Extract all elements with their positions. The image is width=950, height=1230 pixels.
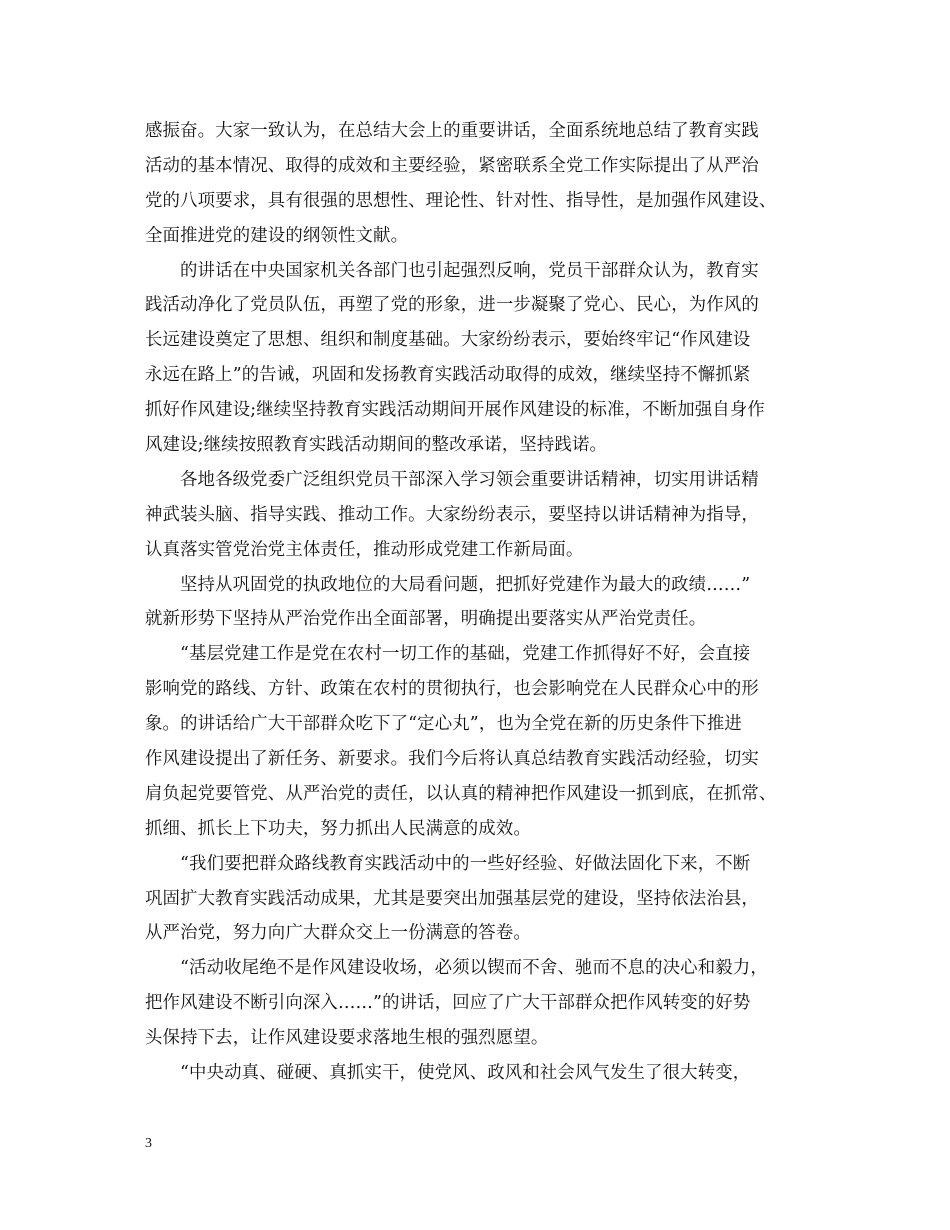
text-line: 影响党的路线、方针、政策在农村的贯彻执行，也会影响党在人民群众心中的形 <box>145 679 759 700</box>
text-line: 象。的讲话给广大干部群众吃下了“定心丸”，也为全党在新的历史条件下推进 <box>145 714 742 735</box>
body-text <box>145 114 825 1091</box>
paragraph <box>145 568 825 638</box>
paragraph <box>145 254 825 463</box>
text-line: 抓好作风建设;继续坚持教育实践活动期间开展作风建设的标准，不断加强自身作 <box>145 400 765 421</box>
text-line: 的讲话在中央国家机关各部门也引起强烈反响，党员干部群众认为，教育实 <box>180 260 759 281</box>
text-line: 从严治党，努力向广大群众交上一份满意的答卷。 <box>145 923 531 944</box>
paragraph <box>145 637 825 846</box>
text-line: 神武装头脑、指导实践、推动工作。大家纷纷表示，要坚持以讲话精神为指导， <box>145 504 759 525</box>
paragraph <box>145 951 825 1056</box>
text-line: 活动的基本情况、取得的成效和主要经验，紧密联系全党工作实际提出了从严治 <box>145 155 759 176</box>
text-line: 永远在路上”的告诫，巩固和发扬教育实践活动取得的成效，继续坚持不懈抓紧 <box>145 365 751 386</box>
paragraph <box>145 847 825 952</box>
page-number: 3 <box>145 1136 152 1151</box>
text-line: 巩固扩大教育实践活动成果，尤其是要突出加强基层党的建设，坚持依法治县， <box>145 888 759 909</box>
text-line: 感振奋。大家一致认为，在总结大会上的重要讲话，全面系统地总结了教育实践 <box>145 121 759 141</box>
text-line: 就新形势下坚持从严治党作出全面部署，明确提出要落实从严治党责任。 <box>145 609 707 630</box>
paragraph <box>145 114 825 254</box>
text-line: “基层党建工作是党在农村一切工作的基础，党建工作抓得好不好，会直接 <box>180 644 751 665</box>
paragraph <box>145 1056 825 1091</box>
text-line: 党的八项要求，具有很强的思想性、理论性、针对性、指导性，是加强作风建设、 <box>145 190 777 211</box>
text-line: 认真落实管党治党主体责任，推动形成党建工作新局面。 <box>145 539 584 560</box>
paragraph <box>145 463 825 568</box>
text-line: 长远建设奠定了思想、组织和制度基础。大家纷纷表示，要始终牢记“作风建设 <box>145 330 751 351</box>
text-line: 作风建设提出了新任务、新要求。我们今后将认真总结教育实践活动经验，切实 <box>145 749 759 770</box>
text-line: 抓细、抓长上下功夫，努力抓出人民满意的成效。 <box>145 818 531 839</box>
text-line: 各地各级党委广泛组织党员干部深入学习领会重要讲话精神，切实用讲话精 <box>180 469 759 490</box>
text-line: 坚持从巩固党的执政地位的大局看问题，把抓好党建作为最大的政绩……” <box>180 574 751 595</box>
text-line: 践活动净化了党员队伍，再塑了党的形象，进一步凝聚了党心、民心，为作风的 <box>145 295 759 316</box>
text-line: 风建设;继续按照教育实践活动期间的整改承诺，坚持践诺。 <box>145 435 608 456</box>
text-line: “活动收尾绝不是作风建设收场，必须以锲而不舍、驰而不息的决心和毅力， <box>180 958 768 979</box>
text-line: 把作风建设不断引向深入……”的讲话，回应了广大干部群众把作风转变的好势 <box>145 993 751 1014</box>
text-line: “我们要把群众路线教育实践活动中的一些好经验、好做法固化下来，不断 <box>180 853 751 874</box>
text-line: 全面推进党的建设的纲领性文献。 <box>145 225 409 246</box>
text-line: 肩负起党要管党、从严治党的责任，以认真的精神把作风建设一抓到底，在抓常、 <box>145 783 777 804</box>
text-line: 头保持下去，让作风建设要求落地生根的强烈愿望。 <box>145 1028 549 1049</box>
text-line: “中央动真、碰硬、真抓实干，使党风、政风和社会风气发生了很大转变， <box>180 1063 751 1084</box>
